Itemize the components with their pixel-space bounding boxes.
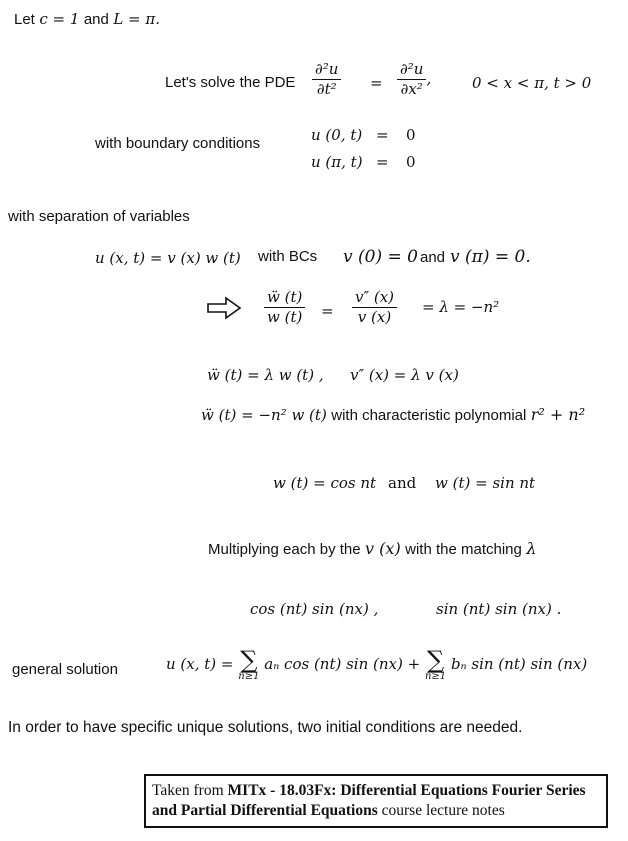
- w-solution-cos: w (t) = cos nt: [273, 474, 377, 492]
- sum-b-sigma: ∑: [426, 646, 445, 674]
- pde-lhs-fraction: [312, 60, 341, 99]
- bc2-equals: =: [376, 153, 389, 171]
- general-term1: aₙ cos (nt) sin (nx) +: [264, 655, 421, 673]
- credit-suffix: course lecture notes: [381, 802, 505, 819]
- char-text: with characteristic polynomial: [331, 407, 527, 424]
- bc1-equals: =: [376, 126, 389, 144]
- multiply-line: [208, 539, 536, 559]
- ratio-equals: =: [321, 302, 334, 320]
- pde-equals: =: [370, 74, 383, 92]
- multiply-lambda: λ: [526, 539, 537, 558]
- w-solution-sin: w (t) = sin nt: [435, 474, 536, 492]
- separation-label: with separation of variables: [8, 208, 190, 225]
- pde-lhs-num: ∂²u: [312, 60, 341, 80]
- pde-rhs-num: ∂²u: [397, 60, 426, 80]
- multiply-text2: with the matching: [405, 541, 522, 558]
- ratio-lambda: = λ = −n²: [422, 298, 500, 316]
- ratio-v-fraction: [352, 288, 397, 327]
- intro-line: [14, 10, 160, 29]
- pde-label: Let's solve the PDE: [165, 74, 296, 91]
- pde-comma: ,: [426, 69, 432, 88]
- bc1-lhs: u (0, t): [311, 126, 363, 144]
- ratio-w-num: ẅ (t): [264, 288, 305, 308]
- sum-a: [238, 648, 259, 682]
- separation-with-bcs: with BCs: [258, 248, 318, 265]
- ode-w: ẅ (t) = λ w (t) ,: [207, 366, 324, 384]
- pde-domain: 0 < x < π, t > 0: [472, 74, 592, 92]
- intro-and: and: [83, 11, 109, 28]
- general-solution: [166, 648, 587, 682]
- credit-box: [144, 774, 608, 828]
- ratio-w-fraction: [264, 288, 305, 327]
- pde-rhs-fraction: [397, 60, 431, 99]
- bc2-rhs: 0: [406, 153, 416, 171]
- product-cos-sin: cos (nt) sin (nx) ,: [250, 600, 379, 618]
- sum-a-sub: n≥1: [238, 671, 260, 682]
- bc1-rhs: 0: [406, 126, 416, 144]
- intro-L-equation: L = π.: [113, 10, 161, 28]
- pde-rhs-den: ∂x²: [400, 80, 423, 98]
- general-lhs: u (x, t) =: [166, 655, 234, 673]
- separation-bc-vpi: v (π) = 0.: [450, 247, 531, 267]
- general-term2: bₙ sin (nt) sin (nx): [450, 655, 588, 673]
- multiply-v: v (x): [365, 539, 401, 558]
- separation-bc-v0: v (0) = 0: [343, 247, 418, 267]
- bc-label: with boundary conditions: [95, 135, 261, 152]
- credit-course: MITx - 18.03Fx: Differential Equations Fourier Series and Partial Differential Equations: [152, 782, 586, 819]
- product-sin-sin: sin (nt) sin (nx) .: [436, 600, 562, 618]
- char-line: [201, 405, 585, 425]
- intro-c-equation: c = 1: [39, 10, 80, 28]
- char-equation: ẅ (t) = −n² w (t): [201, 406, 327, 424]
- separation-and: and: [420, 249, 446, 266]
- intro-let: Let: [14, 11, 35, 28]
- closing-sentence: In order to have specific unique solutions, two initial conditions are needed.: [8, 719, 523, 736]
- ratio-v-num: v″ (x): [352, 288, 397, 308]
- ode-v: v″ (x) = λ v (x): [350, 366, 459, 384]
- sum-a-sigma: ∑: [240, 646, 258, 674]
- pde-lhs-den: ∂t²: [316, 80, 337, 98]
- sum-b: [425, 648, 446, 682]
- bc2-lhs: u (π, t): [311, 153, 363, 171]
- credit-prefix: Taken from: [152, 782, 224, 799]
- implies-arrow-icon: [206, 296, 242, 325]
- ratio-v-den: v (x): [357, 308, 392, 326]
- general-label: general solution: [12, 661, 118, 678]
- char-polynomial: r² + n²: [530, 405, 586, 424]
- multiply-text: Multiplying each by the: [208, 541, 361, 558]
- w-solution-and: and: [388, 474, 417, 492]
- ratio-w-den: w (t): [267, 308, 303, 326]
- sum-b-sub: n≥1: [424, 671, 447, 682]
- separation-product: u (x, t) = v (x) w (t): [95, 249, 241, 267]
